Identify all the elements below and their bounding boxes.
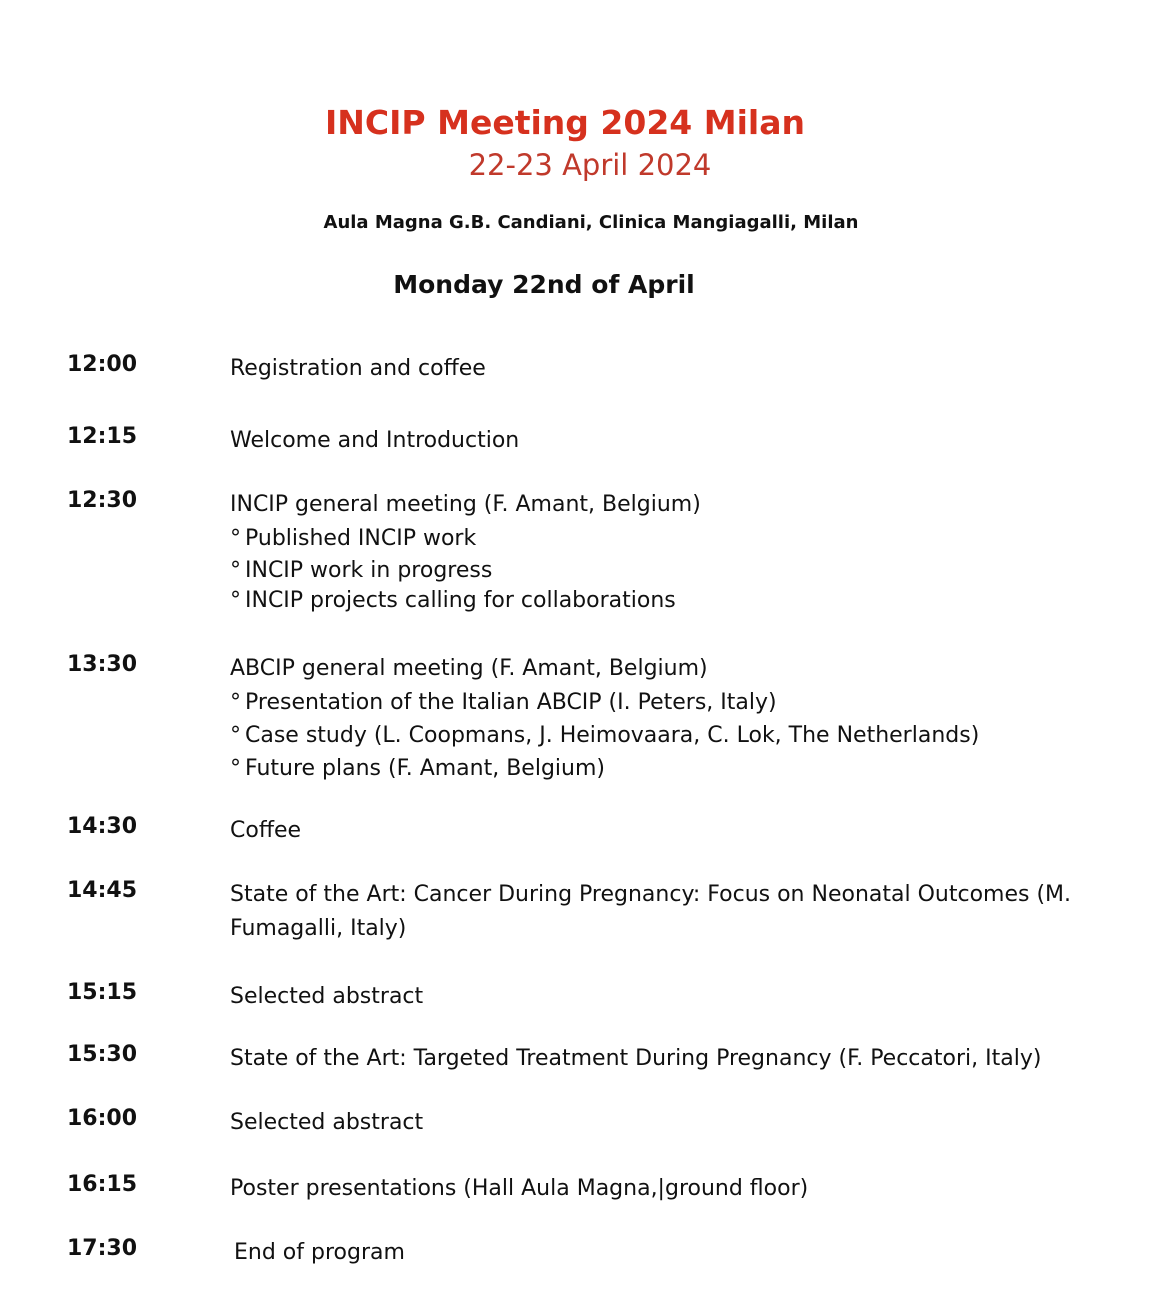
schedule-time: 16:00 <box>67 1106 138 1131</box>
schedule-text: State of the Art: Targeted Treatment During Pregnancy (F. Peccatori, Italy) <box>230 1046 1042 1071</box>
degree-bullet-icon: ° <box>230 756 241 781</box>
schedule-time: 12:30 <box>67 488 138 513</box>
sub-item: ° INCIP work in progress <box>230 558 493 583</box>
schedule-text: Coffee <box>230 818 302 843</box>
schedule-text: End of program <box>234 1240 405 1265</box>
schedule-time: 15:15 <box>67 980 138 1005</box>
schedule-text: Selected abstract <box>230 984 424 1009</box>
schedule-text: INCIP general meeting (F. Amant, Belgium) <box>230 492 701 517</box>
schedule-text: Welcome and Introduction <box>230 428 520 453</box>
day-heading: Monday 22nd of April <box>393 270 695 299</box>
sub-item: ° Future plans (F. Amant, Belgium) <box>230 756 605 781</box>
schedule-time: 16:15 <box>67 1172 138 1197</box>
schedule-time: 15:30 <box>67 1042 138 1067</box>
schedule-time: 12:15 <box>67 424 138 449</box>
degree-bullet-icon: ° <box>230 690 241 715</box>
sub-item: ° Case study (L. Coopmans, J. Heimovaara, C. Lok, The Netherlands) <box>230 723 980 748</box>
schedule-time: 12:00 <box>67 352 138 377</box>
schedule-time: 17:30 <box>67 1236 138 1261</box>
degree-bullet-icon: ° <box>230 558 241 583</box>
schedule-text: Selected abstract <box>230 1110 424 1135</box>
schedule-time: 13:30 <box>67 652 138 677</box>
schedule-text: State of the Art: Cancer During Pregnancy: Focus on Neonatal Outcomes (M. Fumagalli, Italy) <box>230 882 1072 941</box>
degree-bullet-icon: ° <box>230 723 241 748</box>
sub-item: ° Published INCIP work <box>230 526 477 551</box>
degree-bullet-icon: ° <box>230 526 241 551</box>
sub-item-list <box>230 686 1090 785</box>
meeting-title: INCIP Meeting 2024 Milan <box>325 103 805 142</box>
degree-bullet-icon: ° <box>230 588 241 613</box>
sub-item-list <box>230 522 1090 615</box>
schedule-text: ABCIP general meeting (F. Amant, Belgium) <box>230 656 708 681</box>
schedule-time: 14:45 <box>67 878 138 903</box>
meeting-venue: Aula Magna G.B. Candiani, Clinica Mangiagalli, Milan <box>323 212 859 233</box>
schedule-text: Registration and coffee <box>230 356 486 381</box>
sub-item: ° INCIP projects calling for collaborations <box>230 588 676 613</box>
meeting-dates: 22-23 April 2024 <box>468 148 712 182</box>
sub-item: ° Presentation of the Italian ABCIP (I. Peters, Italy) <box>230 690 777 715</box>
schedule-text: Poster presentations (Hall Aula Magna,|ground floor) <box>230 1176 809 1201</box>
schedule-time: 14:30 <box>67 814 138 839</box>
